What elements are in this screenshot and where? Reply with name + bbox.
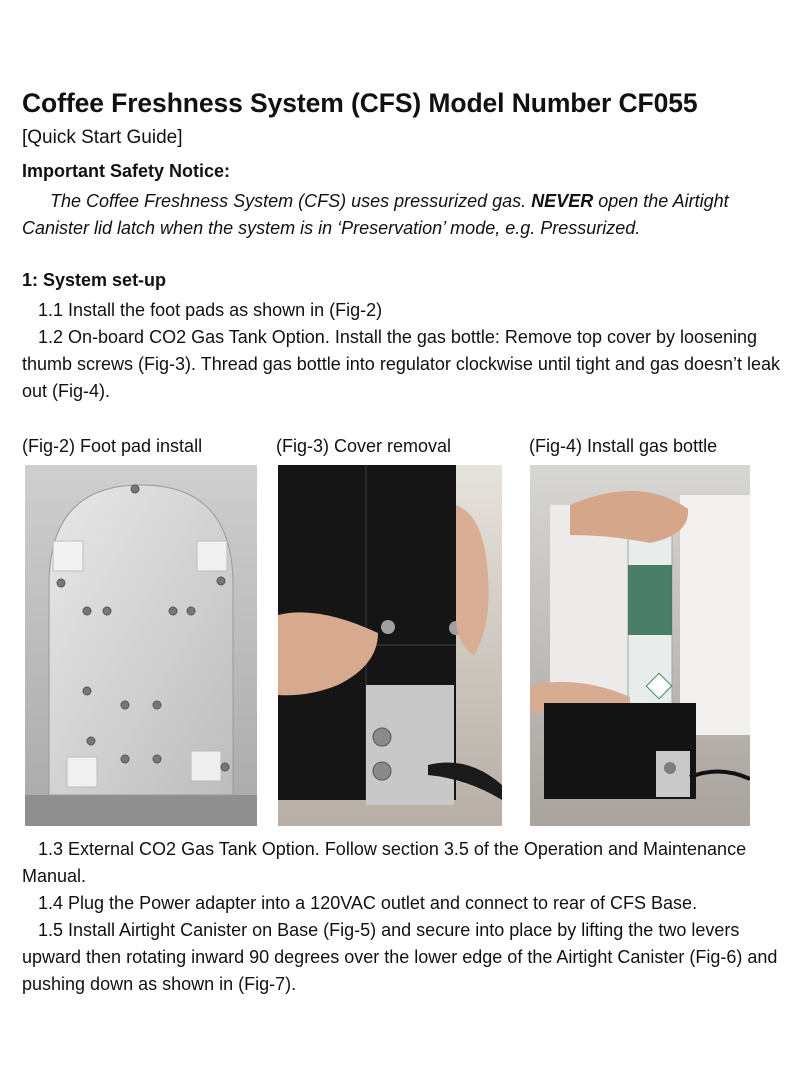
safety-never: NEVER — [531, 191, 594, 211]
page-subtitle: [Quick Start Guide] — [22, 127, 183, 148]
page-title: Coffee Freshness System (CFS) Model Number CF055 — [22, 88, 698, 118]
fig4-gas-bottle-photo — [530, 465, 750, 826]
step-1-3: 1.3 External CO2 Gas Tank Option. Follow section 3.5 of the Operation and Maintenance Manual. — [22, 839, 747, 886]
step-1-4: 1.4 Plug the Power adapter into a 120VAC outlet and connect to rear of CFS Base. — [38, 893, 698, 913]
safety-text-b: open the Airtight Canister lid latch when the system is in ‘Preservation’ mode, e.g. Pressurized. — [22, 191, 729, 238]
fig4-caption: (Fig-4) Install gas bottle — [529, 436, 718, 456]
safety-heading: Important Safety Notice: — [22, 161, 231, 181]
step-1-1: 1.1 Install the foot pads as shown in (Fig-2) — [38, 300, 383, 320]
safety-text-a: The Coffee Freshness System (CFS) uses pressurized gas. — [50, 191, 532, 211]
fig3-cover-removal-photo — [278, 465, 502, 826]
fig2-caption: (Fig-2) Foot pad install — [22, 436, 203, 456]
fig2-foot-pad-photo — [25, 465, 257, 826]
safety-text — [22, 188, 792, 242]
step-1-2: 1.2 On-board CO2 Gas Tank Option. Install the gas bottle: Remove top cover by loosening thumb screws (Fig-3). Thread gas bottle into regulator clockwise until tight and gas doesn’t leak out (Fig-4). — [22, 327, 781, 401]
section-heading: 1: System set-up — [22, 270, 167, 290]
step-1-5: 1.5 Install Airtight Canister on Base (Fig-5) and secure into place by lifting the two levers upward then rotating inward 90 degrees over the lower edge of the Airtight Canister (Fig-6) and pushing down as shown in (Fig-7). — [22, 920, 778, 994]
fig3-caption: (Fig-3) Cover removal — [276, 436, 452, 456]
